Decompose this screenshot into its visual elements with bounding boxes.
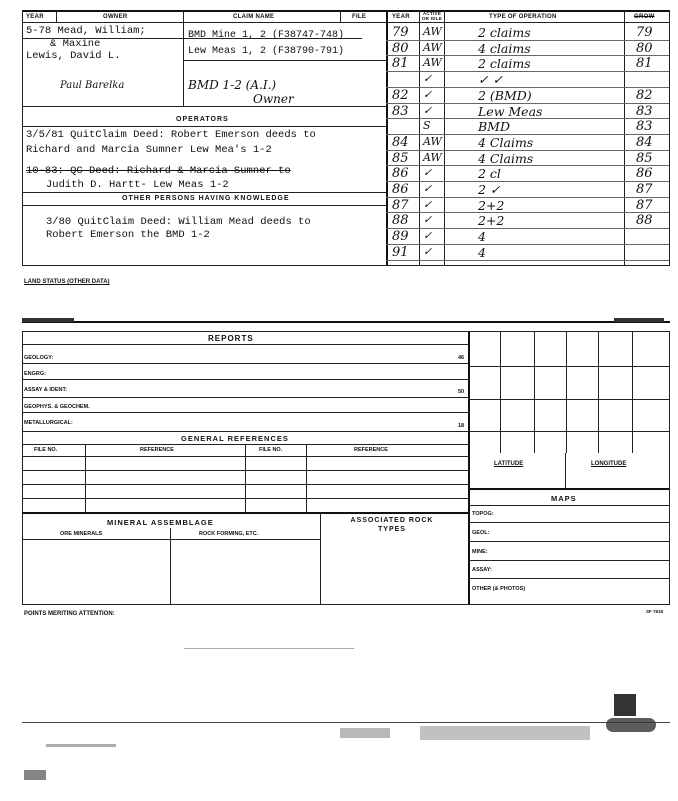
activity-grow: 87 [636, 182, 653, 197]
activity-year: 86 [392, 166, 409, 182]
activity-grow: 83 [636, 119, 653, 135]
activity-operation: 2 (BMD) [478, 87, 532, 103]
associated-rock-types-label: ASSOCIATED ROCK TYPES [350, 517, 434, 533]
longitude-label: LONGITUDE [591, 461, 627, 467]
activity-operation: 2 ✓ [478, 182, 501, 197]
ref-header-file-1: FILE NO. [34, 447, 58, 453]
other-person-line-1: 3/80 QuitClaim Deed: William Mead deeds to [46, 216, 311, 228]
activity-status: ✓ [423, 197, 433, 211]
activity-operation: 2+2 [478, 197, 505, 213]
activity-year: 80 [392, 40, 409, 56]
claim-handwritten-2: Owner [253, 92, 294, 106]
activity-operation: 4 Claims [478, 134, 534, 150]
report-metallurgical-num: 18 [458, 423, 465, 429]
maps-title: MAPS [551, 494, 577, 503]
activity-year: 85 [392, 150, 409, 166]
active-idle-header: ACTIVE OR IDLE [421, 11, 443, 21]
activity-year: 87 [392, 197, 409, 213]
claim-name-header: CLAIM NAME [233, 14, 275, 20]
activity-status: ✓ [423, 244, 433, 258]
activity-row-line [386, 260, 669, 261]
report-engrg: ENGRG: [24, 371, 46, 377]
map-other: OTHER (& PHOTOS) [472, 586, 526, 592]
activity-operation: 4 claims [478, 40, 531, 56]
map-geol: GEOL: [472, 530, 490, 536]
operator-line-3: 10-83: QC Deed: Richard & Marcia Sumner to [26, 165, 291, 177]
mineral-assemblage-title: MINERAL ASSEMBLAGE [107, 518, 214, 527]
activity-year: 89 [392, 229, 409, 245]
activity-operation: 4 [478, 244, 486, 260]
file-header: FILE [352, 14, 367, 20]
activity-status: ✓ [423, 166, 433, 180]
activity-operation: 2 claims [478, 25, 531, 40]
operator-line-4: Judith D. Hartt- Lew Meas 1-2 [46, 179, 229, 191]
activity-operation: ✓ ✓ [478, 72, 503, 88]
owner-line-1: 5-78 Mead, William; [26, 25, 146, 37]
year2-header: YEAR [392, 14, 410, 20]
activity-year: 88 [392, 213, 409, 229]
activity-status: AW [423, 25, 442, 38]
activity-status: ✓ [423, 229, 433, 243]
form-number: SF 7818 [646, 609, 664, 614]
activity-year: 91 [392, 244, 409, 260]
ref-header-reference-2: REFERENCE [354, 447, 388, 453]
activity-grow: 87 [636, 197, 653, 213]
owner-handwritten: Paul Barelka [60, 80, 125, 91]
ref-header-file-2: FILE NO. [259, 447, 283, 453]
activity-operation: 2 claims [478, 56, 531, 72]
report-metallurgical: METALLURGICAL: [24, 420, 73, 426]
activity-grow: 85 [636, 150, 653, 166]
other-person-line-2: Robert Emerson the BMD 1-2 [46, 229, 210, 241]
activity-operation: 2 cl [478, 166, 501, 182]
grow-header: GROW [634, 14, 655, 20]
activity-status: ✓ [423, 182, 433, 195]
activity-operation: Lew Meas [478, 103, 543, 119]
reports-title: REPORTS [208, 334, 254, 343]
activity-year: 84 [392, 134, 409, 150]
owner-header: OWNER [103, 14, 128, 20]
other-persons-label: OTHER PERSONS HAVING KNOWLEDGE [122, 195, 290, 202]
activity-status: AW [423, 40, 442, 54]
map-mine: MINE: [472, 549, 488, 555]
owner-line-2: & Maxine [50, 38, 101, 50]
latitude-label: LATITUDE [494, 461, 524, 467]
activity-status: ✓ [423, 72, 433, 86]
claim-line-2: Lew Meas 1, 2 (F38790-791) [188, 46, 345, 57]
report-assay-num: 50 [458, 389, 465, 395]
activity-status: ✓ [423, 87, 433, 101]
activity-grow: 88 [636, 213, 653, 229]
general-references-title: GENERAL REFERENCES [181, 434, 289, 443]
activity-operation: BMD [478, 119, 511, 135]
activity-grow: 80 [636, 40, 653, 56]
activity-year: 79 [392, 25, 409, 40]
activity-year: 81 [392, 56, 409, 72]
owner-line-3: Lewis, David L. [26, 50, 121, 62]
operators-label: OPERATORS [176, 116, 229, 123]
activity-year: 82 [392, 87, 409, 103]
activity-status: AW [423, 56, 442, 70]
activity-operation: 4 [478, 229, 486, 245]
activity-year: 83 [392, 103, 409, 119]
operator-line-1: 3/5/81 QuitClaim Deed: Robert Emerson deeds to [26, 129, 316, 141]
activity-grow: 79 [636, 25, 653, 40]
ref-header-reference-1: REFERENCE [140, 447, 174, 453]
activity-status: ✓ [423, 213, 433, 227]
type-of-operation-header: TYPE OF OPERATION [489, 14, 557, 20]
activity-grow: 83 [636, 103, 653, 119]
map-topog: TOPOG: [472, 511, 494, 517]
points-meriting-attention-label: POINTS MERITING ATTENTION: [24, 611, 115, 617]
rock-forming-label: ROCK FORMING, ETC. [199, 531, 259, 537]
ore-minerals-label: ORE MINERALS [60, 531, 103, 537]
claim-line-1: BMD Mine 1, 2 (F38747-748) [188, 30, 345, 41]
activity-year: 86 [392, 182, 409, 197]
activity-status: S [423, 119, 431, 133]
land-status-label: LAND STATUS (OTHER DATA) [24, 279, 110, 285]
activity-operation: 4 Claims [478, 150, 534, 166]
activity-status: ✓ [423, 103, 433, 117]
report-geophys: GEOPHYS. & GEOCHEM. [24, 404, 90, 410]
activity-grow: 81 [636, 56, 653, 72]
operator-line-2: Richard and Marcia Sumner Lew Mea's 1-2 [26, 144, 272, 156]
activity-grow: 84 [636, 134, 653, 150]
activity-status: AW [423, 150, 442, 164]
report-geology: GEOLOGY: [24, 355, 54, 361]
claim-handwritten-1: BMD 1-2 (A.I.) [188, 78, 277, 92]
activity-operation: 2+2 [478, 213, 505, 229]
activity-grow: 86 [636, 166, 653, 182]
year-header: YEAR [26, 14, 44, 20]
map-assay: ASSAY: [472, 567, 492, 573]
activity-status: AW [423, 134, 442, 148]
report-assay: ASSAY & IDENT: [24, 387, 68, 393]
report-geology-num: 46 [458, 355, 465, 361]
activity-grow: 82 [636, 87, 653, 103]
